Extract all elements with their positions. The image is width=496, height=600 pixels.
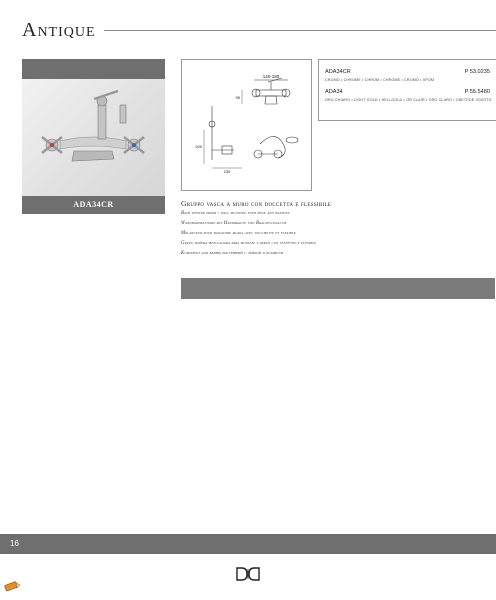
- finish-description: ORO CHIARO • LIGHT GOLD • HELLGOLD • OR CLAIR • ORO CLARO • СВЕТЛОЕ ЗОЛОТО: [325, 98, 492, 102]
- dim-left-label: 200: [195, 144, 202, 149]
- description-line: Bath shower mixer - wall mounted with hose and handset: [181, 211, 290, 216]
- faucet-illustration: [22, 79, 165, 196]
- description-line: Grupo bañera mezcladora para montaje a pared con teléfono y flexible: [181, 241, 317, 246]
- header-rule: [104, 30, 496, 31]
- dim-bottom-label: 235: [223, 169, 231, 174]
- technical-drawing: [181, 59, 312, 191]
- brand-logo-icon: [236, 567, 260, 581]
- description-line: Mélangeur pour baignoire mural avec douchette et flexible: [181, 231, 296, 236]
- product-code: ADA34CR: [325, 69, 351, 75]
- page-number: 16: [10, 539, 19, 548]
- product-photo: [22, 79, 165, 196]
- pencil-icon[interactable]: [4, 580, 20, 592]
- product-photo-panel: [22, 59, 165, 214]
- dim-side-label: 95: [235, 95, 240, 100]
- price-list: [318, 59, 496, 121]
- footer-bar: [0, 534, 496, 554]
- technical-drawing-svg: [182, 60, 311, 190]
- product-code: ADA34: [325, 89, 343, 95]
- product-code-caption: ADA34CR: [73, 200, 114, 209]
- finish-description: CROMO • CHROME • CHROM • CHROME • CROMO • ХРОМ: [325, 78, 435, 82]
- photo-top-bar: [22, 59, 165, 79]
- dim-top-label: 140-180: [262, 74, 280, 79]
- product-price: P 55.5480: [464, 89, 490, 95]
- page-title: Antique: [22, 19, 96, 41]
- brand-logo: [236, 567, 260, 585]
- section-divider-bar: [181, 278, 495, 299]
- product-title: Gruppo vasca a muro con doccetta e flessibile: [181, 199, 332, 208]
- description-line: Wandbadebatterie mit Handbrause und Brauseschlauch: [181, 221, 287, 226]
- description-line: Комплект для ванны настенный с лейкой и шлангом: [181, 251, 284, 256]
- product-price: P 53.0235: [464, 69, 490, 75]
